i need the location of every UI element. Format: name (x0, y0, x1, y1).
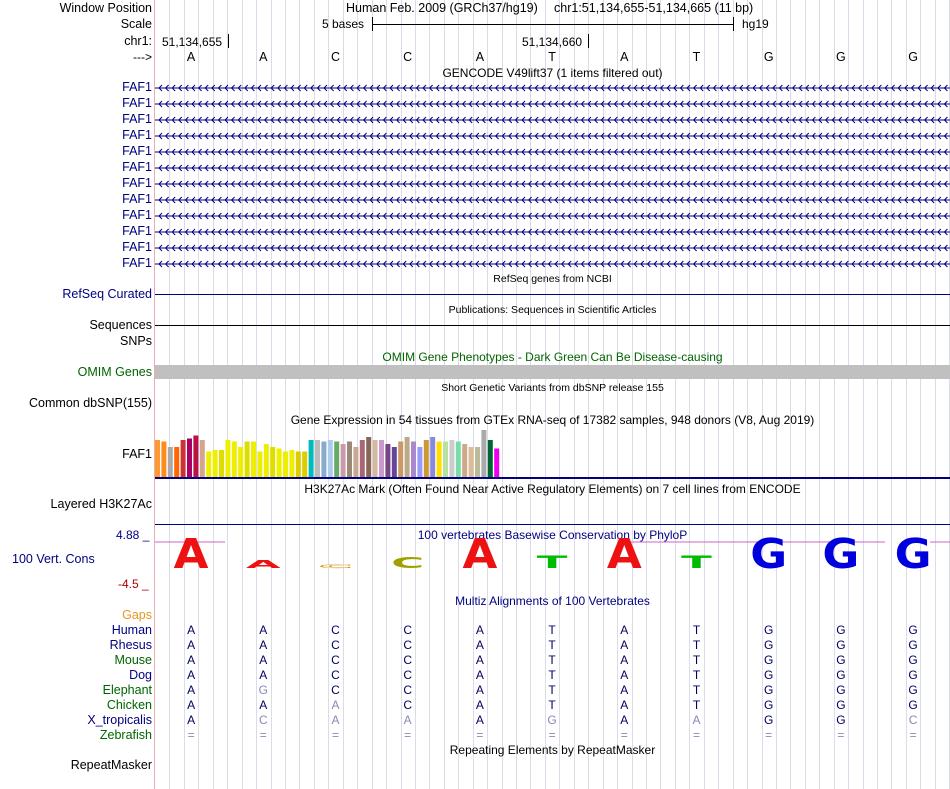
gencode-gene-label[interactable]: FAF1 (122, 176, 152, 190)
position-text[interactable]: chr1:51,134,655-51,134,665 (11 bp) (554, 1, 754, 15)
scale-tick-right (733, 17, 734, 31)
gtex-gene-label[interactable]: FAF1 (122, 447, 152, 461)
omim-track-title[interactable]: OMIM Gene Phenotypes - Dark Green Can Be Disease-causing (382, 350, 723, 364)
multiz-species-label[interactable]: Zebrafish (99, 728, 152, 742)
gtex-tissue-bar[interactable] (315, 440, 320, 477)
alignment-base: T (548, 698, 556, 712)
coord-mid: 51,134,660 (522, 35, 583, 49)
alignment-base: C (403, 623, 413, 637)
alignment-base: = (476, 728, 484, 742)
gtex-track-title[interactable]: Gene Expression in 54 tissues from GTEx RNA-seq of 17382 samples, 948 donors (V8, Aug 2019) (290, 413, 815, 427)
gtex-tissue-bar[interactable] (200, 440, 205, 477)
conservation-ymax: 4.88 _ (116, 528, 150, 542)
alignment-base: A (259, 653, 268, 667)
alignment-base: A (475, 668, 484, 682)
conservation-letter[interactable]: G (750, 530, 788, 579)
sequence-base: A (620, 50, 629, 64)
alignment-base: A (187, 683, 196, 697)
alignment-base: A (187, 668, 196, 682)
gencode-gene-label[interactable]: FAF1 (122, 160, 152, 174)
alignment-base: G (764, 698, 774, 712)
alignment-base: C (403, 638, 413, 652)
alignment-base: G (764, 668, 774, 682)
sequence-base: T (548, 50, 556, 64)
gtex-tissue-bar[interactable] (475, 447, 480, 477)
alignment-base: A (475, 653, 484, 667)
alignment-base: A (187, 653, 196, 667)
alignment-base: T (692, 623, 701, 637)
multiz-species-label[interactable]: Dog (129, 668, 152, 682)
common-dbsnp-label[interactable]: Common dbSNP(155) (29, 396, 152, 410)
gencode-gene-label[interactable]: FAF1 (122, 112, 152, 126)
alignment-base: = (187, 728, 195, 742)
alignment-base: G (836, 638, 846, 652)
gtex-tissue-bar[interactable] (411, 442, 416, 478)
scale-label: Scale (120, 17, 152, 31)
alignment-base: = (259, 728, 267, 742)
conservation-label[interactable]: 100 Vert. Cons (12, 552, 95, 566)
chrom-label: chr1: (124, 34, 152, 48)
conservation-letter[interactable]: A (606, 530, 642, 579)
gtex-tissue-bar[interactable] (405, 437, 410, 477)
alignment-base: G (836, 623, 846, 637)
gtex-tissue-bar[interactable] (379, 440, 384, 477)
gtex-tissue-bar[interactable] (277, 449, 282, 478)
gencode-gene-label[interactable]: FAF1 (122, 240, 152, 254)
coord-left: 51,134,655 (162, 35, 223, 49)
alignment-base: G (908, 653, 918, 667)
alignment-base: = (909, 728, 917, 742)
gtex-tissue-bar[interactable] (385, 444, 390, 477)
alignment-base: T (548, 668, 556, 682)
conservation-ymin: -4.5 _ (118, 577, 149, 591)
alignment-base: = (331, 728, 339, 742)
alignment-base: G (908, 698, 918, 712)
multiz-species-label[interactable]: X_tropicalis (87, 713, 152, 727)
alignment-base: G (764, 683, 774, 697)
gencode-gene-feature[interactable] (155, 227, 950, 237)
gtex-tissue-bar[interactable] (296, 452, 301, 478)
sequence-base: G (836, 50, 846, 64)
gtex-tissue-bar[interactable] (462, 444, 467, 477)
gtex-tissue-bar[interactable] (481, 430, 486, 477)
multiz-track-title[interactable]: Multiz Alignments of 100 Vertebrates (455, 594, 650, 608)
conservation-letter[interactable]: A (173, 530, 209, 579)
gtex-tissue-bar[interactable] (437, 442, 442, 478)
alignment-base: T (548, 638, 556, 652)
scale-assembly: hg19 (742, 17, 769, 31)
sequence-base: G (908, 50, 918, 64)
gtex-tissue-bar[interactable] (245, 442, 250, 478)
dbsnp-track-title[interactable]: Short Genetic Variants from dbSNP release 155 (441, 382, 664, 394)
alignment-base: C (331, 653, 340, 667)
gencode-gene-feature[interactable] (155, 259, 950, 269)
multiz-species-label[interactable]: Mouse (114, 653, 152, 667)
gtex-tissue-bar[interactable] (309, 440, 314, 477)
refseq-feature-line[interactable] (155, 294, 950, 295)
gtex-tissue-bar[interactable] (213, 450, 218, 477)
omim-feature-bar[interactable] (155, 365, 950, 379)
alignment-base: A (331, 713, 340, 727)
alignment-base: A (475, 623, 484, 637)
alignment-base: C (331, 638, 340, 652)
alignment-base: A (620, 623, 629, 637)
gtex-tissue-bar[interactable] (398, 442, 403, 478)
alignment-base: = (837, 728, 845, 742)
scale-text: 5 bases (322, 17, 365, 31)
gtex-tissue-bar[interactable] (232, 442, 237, 478)
h3k27ac-track-title[interactable]: H3K27Ac Mark (Often Found Near Active Regulatory Elements) on 7 cell lines from ENCODE (304, 482, 801, 496)
alignment-base: A (187, 638, 196, 652)
gtex-tissue-bar[interactable] (174, 447, 179, 477)
gtex-tissue-bar[interactable] (334, 442, 339, 478)
h3k27ac-label[interactable]: Layered H3K27Ac (50, 497, 152, 511)
alignment-base: C (403, 653, 413, 667)
alignment-base: A (259, 638, 268, 652)
alignment-base: C (403, 668, 413, 682)
alignment-base: A (187, 698, 196, 712)
alignment-base: A (620, 638, 629, 652)
gtex-tissue-bar[interactable] (302, 452, 307, 478)
alignment-base: A (620, 668, 629, 682)
gtex-tissue-bar[interactable] (328, 440, 333, 477)
gtex-tissue-bar[interactable] (193, 436, 198, 478)
gtex-tissue-bar[interactable] (238, 447, 243, 477)
alignment-base: T (548, 683, 556, 697)
alignment-base: G (836, 698, 846, 712)
gtex-tissue-bar[interactable] (373, 440, 378, 477)
alignment-base: A (620, 698, 629, 712)
gtex-tissue-bar[interactable] (219, 450, 224, 477)
gtex-tissue-bar[interactable] (494, 449, 499, 478)
gaps-label[interactable]: Gaps (122, 608, 152, 622)
alignment-base: A (475, 638, 484, 652)
alignment-base: C (258, 713, 268, 727)
sequence-base: G (763, 50, 774, 64)
gencode-gene-feature[interactable] (155, 83, 950, 93)
gtex-tissue-bar[interactable] (360, 440, 365, 477)
gencode-gene-label[interactable]: FAF1 (122, 96, 152, 110)
alignment-base: G (764, 623, 774, 637)
gencode-gene-label[interactable]: FAF1 (122, 192, 152, 206)
alignment-base: C (331, 668, 340, 682)
sequence-base: A (259, 50, 268, 64)
gtex-tissue-bar[interactable] (417, 447, 422, 477)
alignment-base: = (404, 728, 412, 742)
alignment-base: A (187, 623, 196, 637)
gtex-tissue-bar[interactable] (443, 442, 448, 478)
gtex-tissue-bar[interactable] (168, 447, 173, 477)
multiz-species-label[interactable]: Human (111, 623, 152, 637)
gtex-tissue-bar[interactable] (430, 437, 435, 477)
alignment-base: A (331, 698, 340, 712)
alignment-base: A (403, 713, 412, 727)
gencode-gene-label[interactable]: FAF1 (122, 208, 152, 222)
alignment-base: A (259, 698, 268, 712)
gencode-gene-feature[interactable] (155, 243, 950, 253)
alignment-base: A (620, 713, 629, 727)
alignment-base: A (475, 713, 484, 727)
sequence-base: A (186, 50, 196, 64)
gtex-bar-chart[interactable] (155, 427, 555, 477)
gtex-tissue-bar[interactable] (392, 447, 397, 477)
multiz-species-label[interactable]: Elephant (102, 683, 152, 697)
alignment-base: A (620, 653, 629, 667)
gtex-tissue-bar[interactable] (347, 442, 352, 478)
alignment-base: A (475, 683, 484, 697)
coord-tick-mid (588, 34, 589, 48)
alignment-base: T (692, 683, 701, 697)
gencode-gene-label[interactable]: FAF1 (122, 144, 152, 158)
gtex-tissue-bar[interactable] (206, 452, 211, 478)
gtex-tissue-bar[interactable] (469, 447, 474, 477)
window-position-label: Window Position (59, 1, 152, 15)
alignment-base: G (836, 683, 846, 697)
alignment-base: G (258, 683, 268, 697)
alignment-base: T (548, 623, 556, 637)
publications-feature-line[interactable] (155, 325, 950, 326)
refseq-curated-label[interactable]: RefSeq Curated (62, 287, 152, 301)
conservation-letter[interactable]: C (391, 554, 425, 572)
gtex-tissue-bar[interactable] (187, 439, 192, 478)
gtex-tissue-bar[interactable] (251, 442, 256, 478)
alignment-base: = (548, 728, 556, 742)
coord-tick-left (228, 34, 229, 48)
alignment-base: G (908, 623, 918, 637)
publications-track-title[interactable]: Publications: Sequences in Scientific Articles (448, 304, 657, 316)
conservation-letter[interactable]: T (681, 552, 712, 573)
gencode-gene-feature[interactable] (155, 163, 950, 173)
alignment-base: G (908, 668, 918, 682)
sequence-base: A (475, 50, 485, 64)
conservation-letter[interactable]: A (462, 530, 498, 579)
conservation-letter[interactable]: C (318, 564, 353, 570)
gencode-gene-label[interactable]: FAF1 (122, 128, 152, 142)
gtex-tissue-bar[interactable] (264, 444, 269, 477)
gencode-gene-feature[interactable] (155, 211, 950, 221)
alignment-base: C (403, 698, 413, 712)
gtex-tissue-bar[interactable] (321, 442, 326, 478)
alignment-base: = (620, 728, 628, 742)
strand-label: ---> (133, 50, 152, 64)
alignment-base: A (187, 713, 196, 727)
conservation-letter[interactable]: T (536, 552, 568, 573)
sequences-label[interactable]: Sequences (89, 318, 152, 332)
alignment-base: A (259, 668, 268, 682)
gtex-tissue-bar[interactable] (456, 442, 461, 478)
repeatmasker-track-title[interactable]: Repeating Elements by RepeatMasker (449, 743, 656, 757)
omim-genes-label[interactable]: OMIM Genes (77, 365, 152, 379)
alignment-base: A (692, 713, 701, 727)
gencode-gene-feature[interactable] (155, 179, 950, 189)
gtex-tissue-bar[interactable] (424, 440, 429, 477)
gencode-gene-feature[interactable] (155, 147, 950, 157)
alignment-base: A (259, 623, 268, 637)
h3k27ac-baseline (155, 524, 950, 525)
gtex-tissue-bar[interactable] (283, 452, 288, 478)
alignment-base: T (692, 653, 701, 667)
gtex-tissue-bar[interactable] (366, 437, 371, 477)
gencode-gene-feature[interactable] (155, 195, 950, 205)
repeatmasker-label[interactable]: RepeatMasker (70, 758, 152, 772)
assembly-name: Human Feb. 2009 (GRCh37/hg19) (346, 1, 538, 15)
alignment-base: G (836, 713, 846, 727)
conservation-letter[interactable]: G (822, 530, 860, 579)
alignment-base: G (547, 713, 557, 727)
alignment-base: G (908, 638, 918, 652)
sequence-base: C (403, 50, 413, 64)
alignment-base: G (764, 713, 774, 727)
alignment-base: T (692, 638, 701, 652)
sequence-base: T (692, 50, 701, 64)
alignment-base: T (692, 668, 701, 682)
conservation-track-title[interactable]: 100 vertebrates Basewise Conservation by PhyloP (417, 528, 688, 542)
alignment-base: = (765, 728, 773, 742)
gtex-tissue-bar[interactable] (353, 447, 358, 477)
alignment-base: A (620, 683, 629, 697)
gtex-tissue-bar[interactable] (161, 442, 166, 478)
gtex-tissue-bar[interactable] (257, 452, 262, 478)
gencode-gene-label[interactable]: FAF1 (122, 256, 152, 270)
gencode-gene-feature[interactable] (155, 131, 950, 141)
alignment-base: G (764, 653, 774, 667)
scale-bar (372, 24, 734, 25)
snps-label[interactable]: SNPs (120, 334, 152, 348)
gtex-tissue-bar[interactable] (449, 440, 454, 477)
gtex-tissue-bar[interactable] (225, 440, 230, 477)
alignment-base: G (764, 638, 774, 652)
multiz-species-label[interactable]: Chicken (106, 698, 152, 712)
gtex-tissue-bar[interactable] (155, 440, 160, 477)
alignment-base: T (548, 653, 556, 667)
gencode-gene-feature[interactable] (155, 99, 950, 109)
alignment-base: G (836, 653, 846, 667)
gtex-tissue-bar[interactable] (181, 440, 186, 477)
alignment-base: G (908, 683, 918, 697)
conservation-letter[interactable]: A (245, 558, 281, 571)
alignment-base: C (908, 713, 918, 727)
sequence-base: C (330, 50, 341, 64)
gtex-tissue-bar[interactable] (270, 447, 275, 477)
gtex-tissue-bar[interactable] (289, 450, 294, 477)
gencode-gene-label[interactable]: FAF1 (122, 224, 152, 238)
gencode-track-title[interactable]: GENCODE V49lift37 (1 items filtered out) (442, 66, 663, 80)
alignment-base: = (692, 728, 700, 742)
gtex-tissue-bar[interactable] (341, 444, 346, 477)
alignment-base: A (475, 698, 484, 712)
gtex-tissue-bar[interactable] (488, 440, 493, 477)
gencode-gene-feature[interactable] (155, 115, 950, 125)
multiz-species-label[interactable]: Rhesus (109, 638, 152, 652)
alignment-base: C (331, 683, 340, 697)
refseq-track-title[interactable]: RefSeq genes from NCBI (493, 273, 612, 285)
alignment-base: G (836, 668, 846, 682)
gtex-gene-line (155, 477, 950, 479)
alignment-base: C (331, 623, 340, 637)
alignment-base: T (692, 698, 701, 712)
conservation-letter[interactable]: G (894, 530, 932, 579)
gencode-gene-label[interactable]: FAF1 (122, 80, 152, 94)
alignment-base: C (403, 683, 413, 697)
